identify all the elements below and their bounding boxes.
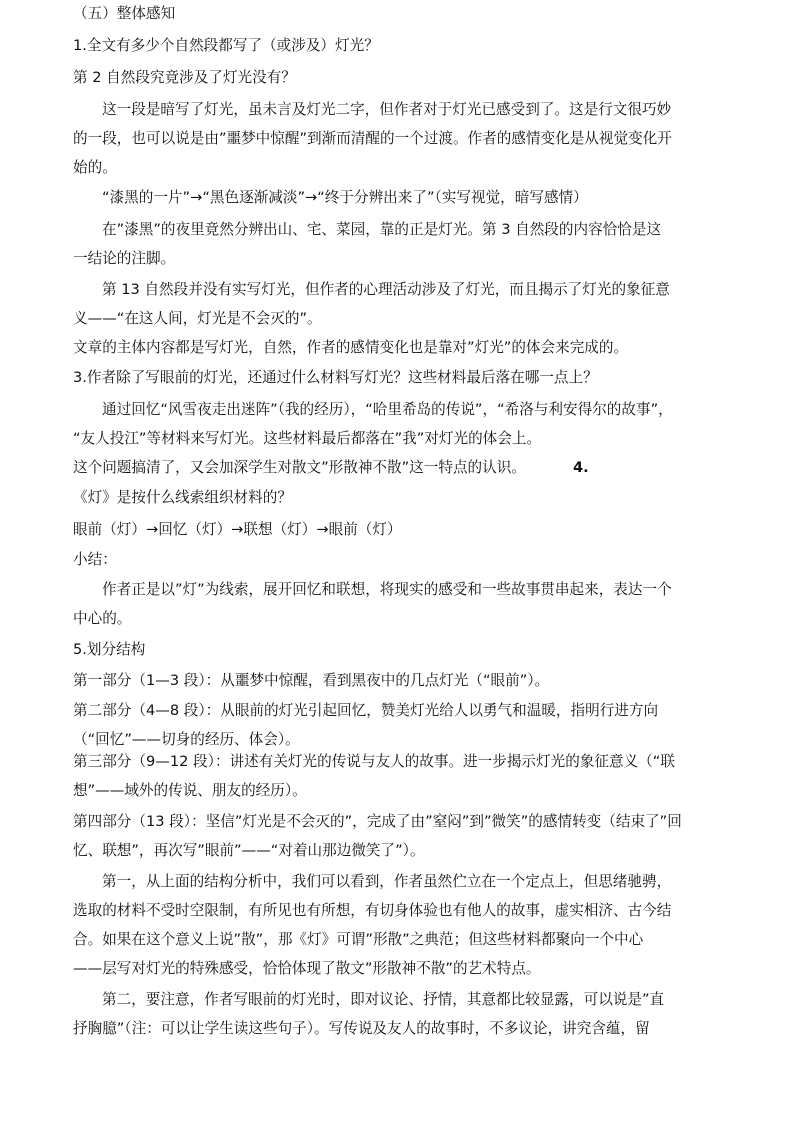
summary-label: 小结： [73, 551, 117, 568]
structure-part-4-cont: 忆、联想”，再次写”眼前”——“对着山那边微笑了”）。 [73, 842, 425, 859]
paragraph-line: 这个问题搞清了，又会加深学生对散文”形散神不散”这一特点的认识。 [73, 459, 526, 476]
paragraph-line: 作者正是以”灯”为线索，展开回忆和联想，将现实的感受和一些故事贯串起来，表达一个 [102, 581, 672, 598]
structure-part-2-cont: （“回忆”——切身的经历、体会）。 [73, 731, 300, 748]
paragraph-line: 通过回忆“风雪夜走出迷阵”（我的经历），“哈里希岛的传说”，“希洛与利安得尔的故事”， [102, 401, 673, 418]
paragraph-line: 中心的。 [73, 610, 132, 627]
structure-part-2: 第二部分（4—8 段）：从眼前的灯光引起回忆，赞美灯光给人以勇气和温暖，指明行进方向 [73, 702, 659, 719]
paragraph-line: 第二，要注意，作者写眼前的灯光时，即对议论、抒情，其意都比较显露，可以说是”直 [102, 991, 665, 1008]
paragraph-line: 始的。 [73, 159, 117, 176]
question-1-sub: 第 2 自然段究竟涉及了灯光没有？ [73, 69, 296, 86]
paragraph-line: 第 13 自然段并没有实写灯光，但作者的心理活动涉及了灯光，而且揭示了灯光的象征意 [102, 281, 670, 298]
paragraph-line: 第一，从上面的结构分析中，我们可以看到，作者虽然伫立在一个定点上，但思绪驰骋， [102, 873, 672, 890]
structure-part-3: 第三部分（9—12 段）：讲述有关灯光的传说与友人的故事。进一步揭示灯光的象征意义（“联 [73, 753, 675, 770]
clue-chain: 眼前（灯）→回忆（灯）→联想（灯）→眼前（灯） [73, 521, 402, 538]
paragraph-line: 抒胸臆”（注：可以让学生读这些句子）。写传说及友人的故事时，不多议论，讲究含蕴，留 [73, 1020, 650, 1037]
paragraph-line: “漆黑的一片”→“黑色逐渐减淡”→“终于分辨出来了”（实写视觉，暗写感情） [102, 189, 588, 206]
paragraph-line: 一结论的注脚。 [73, 250, 176, 267]
paragraph-line: 合。如果在这个意义上说”散”，那《灯》可谓”形散”之典范；但这些材料都聚向一个中心 [73, 931, 644, 948]
question-4-number: 4. [573, 459, 589, 476]
paragraph-line: ——层写对灯光的特殊感受，恰恰体现了散文”形散神不散”的艺术特点。 [73, 960, 541, 977]
paragraph-line: 选取的材料不受时空限制，有所见也有所想，有切身体验也有他人的故事，虚实相济、古今结 [73, 902, 672, 919]
structure-part-4: 第四部分（13 段）：坚信”灯光是不会灭的”，完成了由”窒闷”到”微笑”的感情转变（结束了”回 [73, 813, 682, 830]
structure-part-3-cont: 想”——域外的传说、朋友的经历）。 [73, 782, 307, 799]
paragraph-line: 在”漆黑”的夜里竟然分辨出山、宅、菜园，靠的正是灯光。第 3 自然段的内容恰恰是这 [102, 221, 662, 238]
section-heading: （五）整体感知 [73, 5, 176, 22]
paragraph-line: 的一段，也可以说是由”噩梦中惊醒”到渐而清醒的一个过渡。作者的感情变化是从视觉变化开 [73, 130, 672, 147]
paragraph-line: 这一段是暗写了灯光，虽未言及灯光二字，但作者对于灯光已感受到了。这是行文很巧妙 [102, 101, 672, 118]
structure-part-1: 第一部分（1—3 段）：从噩梦中惊醒，看到黑夜中的几点灯光（“眼前”）。 [73, 672, 550, 689]
question-3: 3.作者除了写眼前的灯光，还通过什么材料写灯光？这些材料最后落在哪一点上？ [73, 369, 598, 386]
question-5: 5.划分结构 [73, 641, 146, 658]
paragraph-line: 文章的主体内容都是写灯光，自然，作者的感情变化也是靠对”灯光”的体会来完成的。 [73, 339, 629, 356]
paragraph-line: 义——“在这人间，灯光是不会灭的”。 [73, 310, 322, 327]
question-1: 1.全文有多少个自然段都写了（或涉及）灯光？ [73, 37, 379, 54]
paragraph-line: “友人投江”等材料来写灯光。这些材料最后都落在”我”对灯光的体会上。 [73, 430, 542, 447]
question-4: 《灯》是按什么线索组织材料的？ [73, 489, 292, 506]
